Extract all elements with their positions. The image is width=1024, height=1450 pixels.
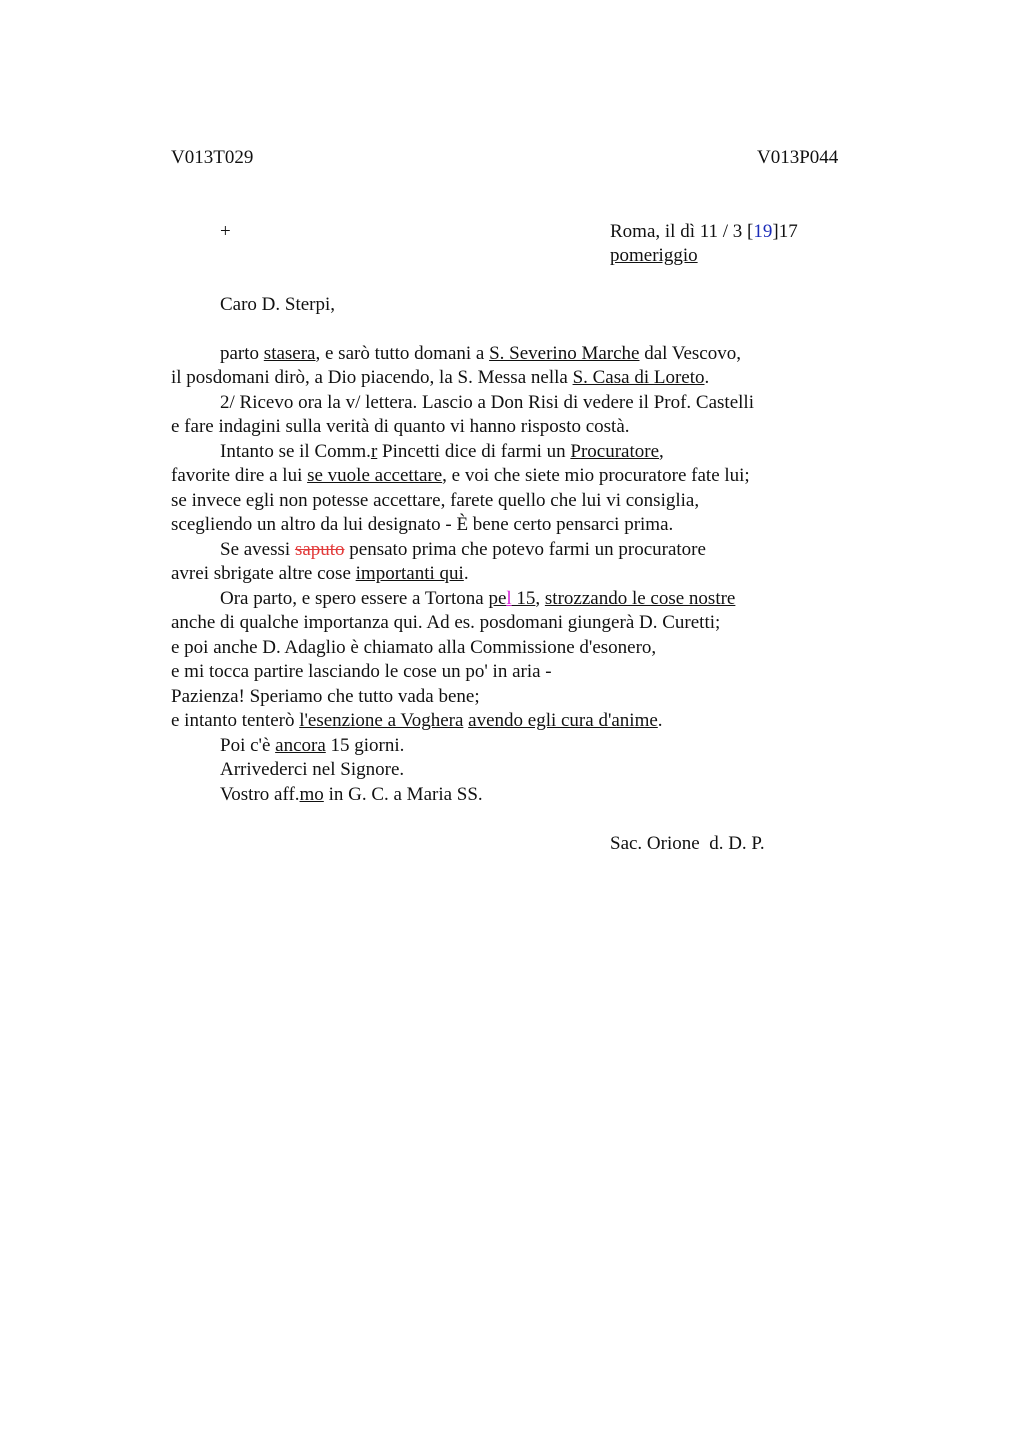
dateline-suffix: ]17: [772, 221, 798, 242]
cross-mark: +: [220, 221, 231, 242]
letter-line: Arrivederci nel Signore.: [220, 759, 405, 780]
letter-line: e intanto tenterò l'esenzione a Voghera avendo egli cura d'anime.: [171, 710, 663, 731]
letter-line: se invece egli non potesse accettare, farete quello che lui vi consiglia,: [171, 490, 700, 511]
signature: Sac. Orione d. D. P.: [610, 833, 765, 854]
letter-line: Se avessi saputo pensato prima che potevo farmi un procuratore: [220, 539, 706, 560]
dateline: [610, 220, 798, 244]
letter-line: scegliendo un altro da lui designato - È bene certo pensarci prima.: [171, 514, 674, 535]
letter-line: avrei sbrigate altre cose importanti qui.: [171, 563, 469, 584]
letter-line: Pazienza! Speriamo che tutto vada bene;: [171, 686, 480, 707]
salutation: Caro D. Sterpi,: [220, 294, 336, 315]
letter-line: Vostro aff.mo in G. C. a Maria SS.: [220, 784, 483, 805]
letter-line: favorite dire a lui se vuole accettare, e voi che siete mio procuratore fate lui;: [171, 465, 750, 486]
document-code-right: V013P044: [757, 147, 839, 168]
dateline-year-insert: 19: [753, 221, 773, 242]
document-code-left: V013T029: [171, 147, 254, 168]
letter-line: parto stasera, e sarò tutto domani a S. Severino Marche dal Vescovo,: [220, 343, 741, 364]
dateline-prefix: Roma, il dì 11 / 3 [: [610, 221, 754, 242]
letter-line: e poi anche D. Adaglio è chiamato alla Commissione d'esonero,: [171, 637, 657, 658]
letter-line: Intanto se il Comm.r Pincetti dice di farmi un Procuratore,: [220, 441, 664, 462]
letter-line: Poi c'è ancora 15 giorni.: [220, 735, 405, 756]
letter-line: il posdomani dirò, a Dio piacendo, la S. Messa nella S. Casa di Loreto.: [171, 367, 710, 388]
inserted-letter: l: [506, 588, 512, 609]
struck-word: saputo: [294, 539, 345, 560]
letter-line: Ora parto, e spero essere a Tortona pel 15, strozzando le cose nostre: [220, 588, 736, 609]
letter-line: e fare indagini sulla verità di quanto vi hanno risposto costà.: [171, 416, 630, 437]
letter-line: 2/ Ricevo ora la v/ lettera. Lascio a Don Risi di vedere il Prof. Castelli: [220, 392, 754, 413]
letter-line: anche di qualche importanza qui. Ad es. posdomani giungerà D. Curetti;: [171, 612, 721, 633]
dateline-time: pomeriggio: [610, 245, 698, 266]
letter-line: e mi tocca partire lasciando le cose un po' in aria -: [171, 661, 552, 682]
